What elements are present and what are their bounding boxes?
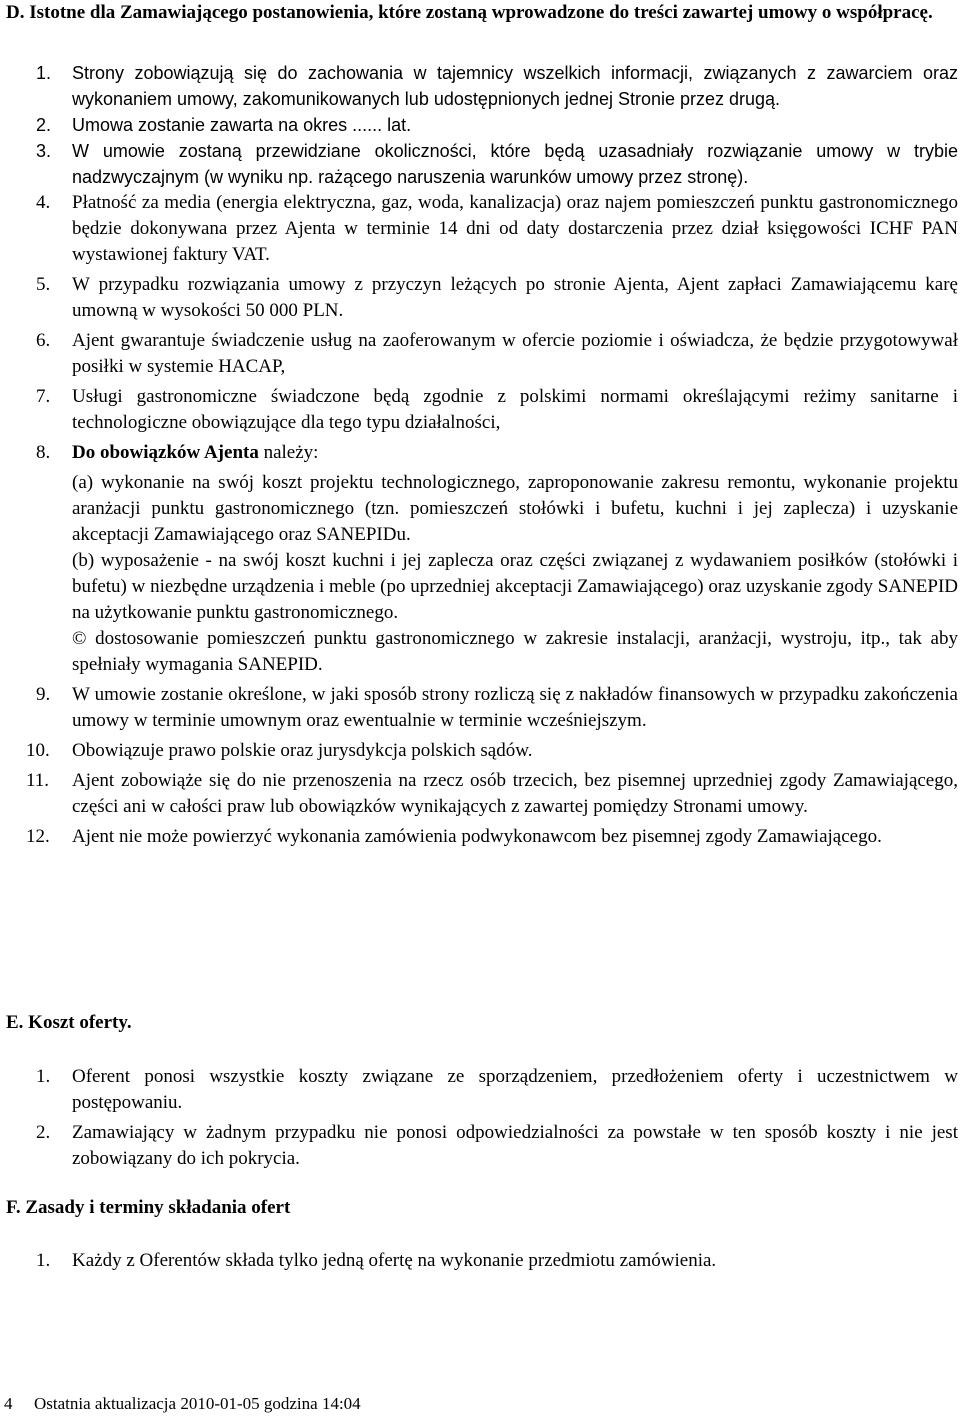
item-number: 12.	[26, 826, 50, 847]
item-text: Umowa zostanie zawarta na okres ...... lat.	[72, 115, 412, 135]
item-text: W umowie zostanie określone, w jaki sposób strony rozliczą się z nakładów finansowych w przypadku zakończenia umowy w terminie umownym oraz ewentualnie w terminie wcześniejszym.	[72, 684, 958, 731]
list-item	[0, 60, 960, 112]
list-item	[0, 738, 960, 764]
list-item	[0, 1120, 960, 1172]
sub-item-b: (b) wyposażenie - na swój koszt kuchni i jej zaplecza oraz części związanej z wydawaniem posiłków (stołówki i bufetu) w niezbędne urządzenia i meble (po uprzedniej akceptacji Zamawiającego) oraz uzyskanie zgody SANEPID na użytkowanie punktu gastronomicznego.	[72, 550, 958, 623]
item-number: 11.	[26, 770, 50, 791]
item-text: Usługi gastronomiczne świadczone będą zgodnie z polskimi normami określającymi reżimy sanitarne i technologiczne obowiązujące dla tego typu działalności,	[72, 386, 958, 433]
item-number: 4.	[36, 192, 51, 213]
section-f-list	[0, 1248, 960, 1278]
item-number: 2.	[36, 115, 52, 135]
list-item	[0, 1064, 960, 1116]
item-text: W umowie zostaną przewidziane okoliczności, które będą uzasadniały rozwiązanie umowy w trybie nadzwyczajnym (w wyniku np. rażącego naruszenia warunków umowy przez stronę).	[72, 141, 958, 187]
sub-items	[72, 470, 958, 678]
item-number: 10.	[26, 740, 50, 761]
item-text: Oferent ponosi wszystkie koszty związane ze sporządzeniem, przedłożeniem oferty i uczestnictwem w postępowaniu.	[72, 1066, 958, 1113]
list-item	[0, 138, 960, 190]
item-text	[72, 440, 960, 678]
sub-item-a: (a) wykonanie na swój koszt projektu technologicznego, zaproponowanie zakresu remontu, wykonanie projektu aranżacji punktu gastronomicznego (tzn. pomieszczeń stołówki i bufetu, kuchni i jej zaplecza) i uzyskanie akceptacji Zamawiającego oraz SANEPIDu.	[72, 472, 958, 545]
item-number: 7.	[36, 386, 51, 407]
list-item	[0, 440, 960, 678]
list-item	[0, 824, 960, 850]
item-text: Ajent zobowiąże się do nie przenoszenia na rzecz osób trzecich, bez pisemnej uprzedniej zgody Zamawiającego, części ani w całości praw lub obowiązków wynikających z zawartej pomiędzy Stronami umowy.	[72, 770, 958, 817]
item-number: 6.	[36, 330, 51, 351]
item-number: 1.	[36, 63, 52, 83]
section-e-title: E. Koszt oferty.	[6, 1012, 132, 1033]
section-d-title: D. Istotne dla Zamawiającego postanowienia, które zostaną wprowadzone do treści zawartej umowy o współpracę.	[6, 2, 933, 23]
item-number: 2.	[36, 1122, 51, 1143]
item-bold-text: Do obowiązków Ajenta	[72, 442, 259, 463]
item-number: 1.	[36, 1066, 51, 1087]
list-item	[0, 112, 960, 138]
list-item	[0, 1248, 960, 1274]
section-f-title: F. Zasady i terminy składania ofert	[6, 1197, 291, 1218]
list-item	[0, 190, 960, 268]
list-item	[0, 384, 960, 436]
item-text-rest: należy:	[258, 442, 319, 463]
item-text: W przypadku rozwiązania umowy z przyczyn leżących po stronie Ajenta, Ajent zapłaci Zamawiającemu karę umowną w wysokości 50 000 PLN.	[72, 274, 958, 321]
list-item	[0, 328, 960, 380]
list-item	[0, 682, 960, 734]
sub-item-c: © dostosowanie pomieszczeń punktu gastronomicznego w zakresie instalacji, aranżacji, wystroju, itp., tak aby spełniały wymagania SANEPID.	[72, 628, 958, 675]
item-text: Płatność za media (energia elektryczna, gaz, woda, kanalizacja) oraz najem pomieszczeń punktu gastronomicznego będzie dokonywana przez Ajenta w terminie 14 dni od daty dostarczenia przez dział księgowości ICHF PAN wystawionej faktury VAT.	[72, 192, 958, 265]
page-number: 4	[4, 1394, 13, 1413]
item-text: Ajent gwarantuje świadczenie usług na zaoferowanym w ofercie poziomie i oświadcza, że będzie przygotowywał posiłki w systemie HACAP,	[72, 330, 958, 377]
item-number: 5.	[36, 274, 51, 295]
item-number: 8.	[36, 442, 51, 463]
item-text: Każdy z Oferentów składa tylko jedną ofertę na wykonanie przedmiotu zamówienia.	[72, 1250, 717, 1271]
item-number: 1.	[36, 1250, 51, 1271]
item-text: Zamawiający w żadnym przypadku nie ponosi odpowiedzialności za powstałe w ten sposób koszty i nie jest zobowiązany do ich pokrycia.	[72, 1122, 958, 1169]
list-item	[0, 768, 960, 820]
section-d-list	[0, 60, 960, 854]
item-number: 3.	[36, 141, 52, 161]
page-footer	[4, 1394, 361, 1414]
section-e-list	[0, 1064, 960, 1176]
item-text: Obowiązuje prawo polskie oraz jurysdykcja polskich sądów.	[72, 740, 533, 761]
item-number: 9.	[36, 684, 51, 705]
item-text: Strony zobowiązują się do zachowania w tajemnicy wszelkich informacji, związanych z zawarciem oraz wykonaniem umowy, zakomunikowanych lub udostępnionych jednej Stronie przez drugą.	[72, 63, 958, 109]
list-item	[0, 272, 960, 324]
last-update-text: Ostatnia aktualizacja 2010-01-05 godzina 14:04	[34, 1394, 361, 1413]
item-text: Ajent nie może powierzyć wykonania zamówienia podwykonawcom bez pisemnej zgody Zamawiającego.	[72, 826, 882, 847]
